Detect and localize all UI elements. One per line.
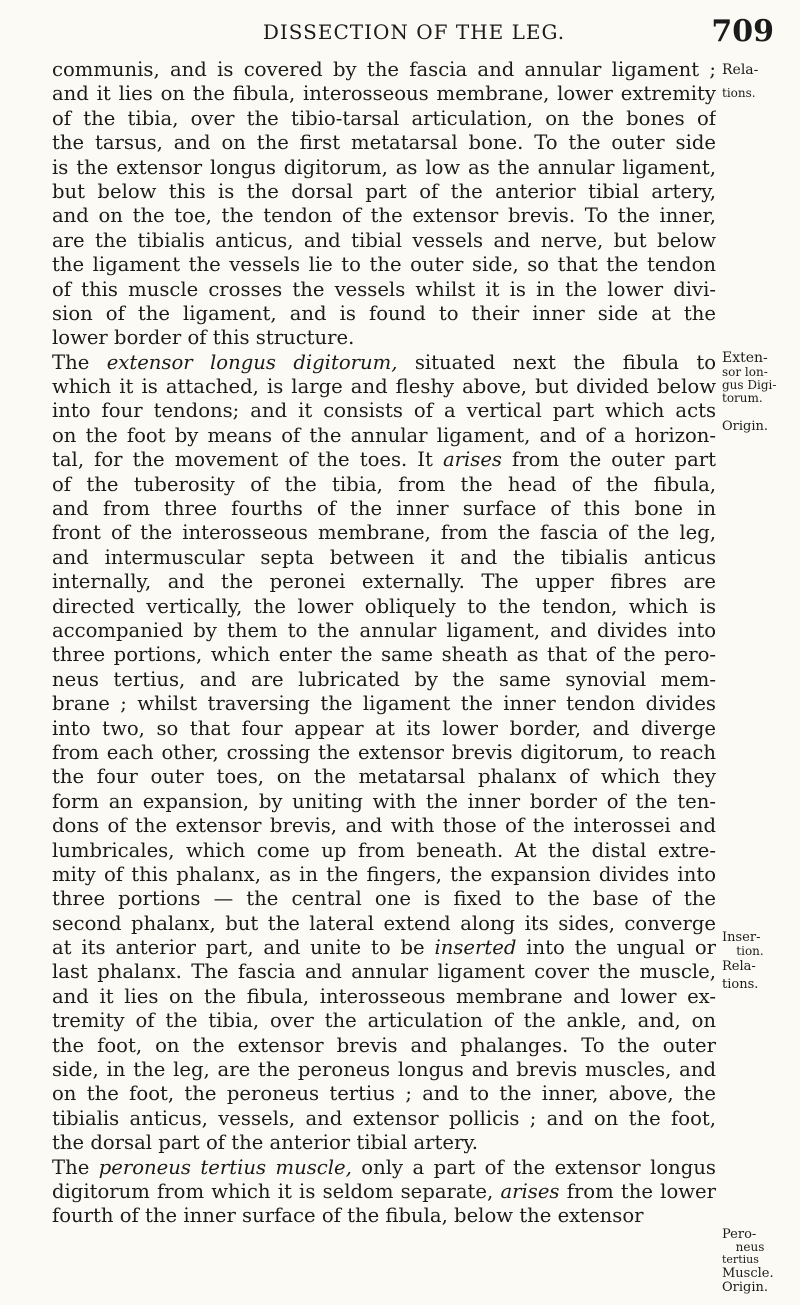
text-line: side, in the leg, are the peroneus longus and brevis muscles, and (52, 1058, 716, 1082)
text-line: on the foot by means of the annular ligament, and of a horizon- (52, 423, 716, 447)
margin-note-relations-2 (722, 960, 798, 992)
margin-line: tertius (722, 1253, 759, 1266)
italic-term: arises (442, 448, 502, 472)
body-text (52, 58, 716, 1229)
page-header (54, 14, 774, 50)
margin-note-relations (722, 62, 798, 100)
text-line: into two, so that four appear at its lower border, and diverge (52, 716, 716, 740)
text-line: last phalanx. The fascia and annular ligament cover the muscle, (52, 960, 716, 984)
text-line: the four outer toes, on the metatarsal phalanx of which they (52, 765, 716, 789)
margin-line: Origin. (722, 419, 769, 434)
running-head: DISSECTION OF THE LEG. (262, 20, 566, 44)
text-line: second phalanx, but the lateral extend along its sides, converge (52, 911, 716, 935)
text-line: internally, and the peronei externally. The upper fibres are (52, 570, 716, 594)
text-line: is the extensor longus digitorum, as low as the annular ligament, (52, 155, 716, 179)
text-line: The peroneus tertius muscle, only a part of the extensor longus (52, 1155, 716, 1179)
text-line: three portions — the central one is fixed to the base of the (52, 887, 716, 911)
text-line: the foot, on the extensor brevis and phalanges. To the outer (52, 1033, 716, 1057)
margin-note-origin (722, 421, 798, 433)
margin-line: Rela- (722, 62, 759, 78)
text-line: lumbricales, which come up from beneath. At the distal extre- (52, 838, 716, 862)
margin-line: tions. (722, 977, 759, 992)
text-line: lower border of this structure. (52, 326, 355, 350)
text-line: on the foot, the peroneus tertius ; and to the inner, above, the (52, 1082, 716, 1106)
text-line: and on the toe, the tendon of the extensor brevis. To the inner, (52, 204, 716, 228)
text-line: into four tendons; and it consists of a vertical part which acts (52, 399, 716, 423)
text-line: tremity of the tibia, over the articulation of the ankle, and, on (52, 1009, 716, 1033)
text-line: and it lies on the fibula, interosseous membrane, lower extremity (52, 82, 716, 106)
text-line: tal, for the movement of the toes. It arises from the outer part (52, 448, 716, 472)
text-line: dons of the extensor brevis, and with those of the interossei and (52, 814, 716, 838)
margin-line: Inser- (722, 930, 761, 945)
text-line: of the tuberosity of the tibia, from the head of the fibula, (52, 472, 716, 496)
text-line: form an expansion, by uniting with the inner border of the ten- (52, 789, 716, 813)
text-line: and from three fourths of the inner surface of this bone in (52, 497, 716, 521)
text-line: front of the interosseous membrane, from the fascia of the leg, (52, 521, 716, 545)
text-line: of this muscle crosses the vessels whilst it is in the lower divi- (52, 277, 716, 301)
margin-line: tions. (722, 86, 756, 100)
margin-line: Pero- (722, 1227, 757, 1242)
text-line: at its anterior part, and unite to be inserted into the ungual or (52, 936, 716, 960)
text-line: sion of the ligament, and is found to their inner side at the (52, 301, 716, 325)
italic-term: arises (500, 1179, 560, 1203)
text-line: which it is attached, is large and fleshy above, but divided below (52, 375, 716, 399)
text-line: and it lies on the fibula, interosseous membrane and lower ex- (52, 984, 716, 1008)
margin-line: tion. (736, 944, 764, 958)
text-line: The extensor longus digitorum, situated next the fibula to (52, 350, 716, 374)
margin-line: Rela- (722, 959, 756, 974)
text-line: three portions, which enter the same sheath as that of the pero- (52, 643, 716, 667)
margin-note-peroneus (722, 1228, 798, 1295)
text-line: digitorum from which it is seldom separate, arises from the lower (52, 1179, 716, 1203)
italic-term: extensor longus digitorum, (106, 350, 398, 374)
text-line: directed vertically, the lower obliquely to the tendon, which is (52, 594, 716, 618)
text-line: neus tertius, and are lubricated by the same synovial mem- (52, 667, 716, 691)
text-line: the ligament the vessels lie to the outer side, so that the tendon (52, 253, 716, 277)
margin-line: Muscle. (722, 1266, 774, 1281)
margin-line: Exten- (722, 350, 768, 366)
margin-line: neus (735, 1240, 765, 1254)
margin-line: sor lon- (722, 365, 768, 379)
text-line: tibialis anticus, vessels, and extensor pollicis ; and on the foot, (52, 1106, 716, 1130)
text-line: are the tibialis anticus, and tibial vessels and nerve, but below (52, 228, 716, 252)
italic-term: inserted (434, 936, 517, 960)
text-line: mity of this phalanx, as in the fingers, the expansion divides into (52, 862, 716, 886)
text-line: accompanied by them to the annular ligament, and divides into (52, 618, 716, 642)
margin-line: torum. (722, 391, 763, 405)
italic-term: peroneus tertius muscle, (98, 1155, 352, 1179)
page-number: 709 (711, 14, 774, 49)
text-line: of the tibia, over the tibio-tarsal articulation, on the bones of (52, 106, 716, 130)
margin-line: Origin. (722, 1280, 769, 1295)
margin-note-extensor-longus (722, 350, 798, 405)
text-line: and intermuscular septa between it and the tibialis anticus (52, 545, 716, 569)
margin-note-insertion (722, 931, 798, 958)
text-line: fourth of the inner surface of the fibula, below the extensor (52, 1204, 644, 1228)
text-line: from each other, crossing the extensor brevis digitorum, to reach (52, 740, 716, 764)
text-line: the tarsus, and on the first metatarsal bone. To the outer side (52, 131, 716, 155)
text-line: brane ; whilst traversing the ligament the inner tendon divides (52, 692, 716, 716)
margin-line: gus Digi- (722, 378, 777, 392)
text-line: communis, and is covered by the fascia and annular ligament ; (52, 58, 716, 81)
text-line: the dorsal part of the anterior tibial artery. (52, 1131, 479, 1155)
text-line: but below this is the dorsal part of the anterior tibial artery, (52, 179, 716, 203)
